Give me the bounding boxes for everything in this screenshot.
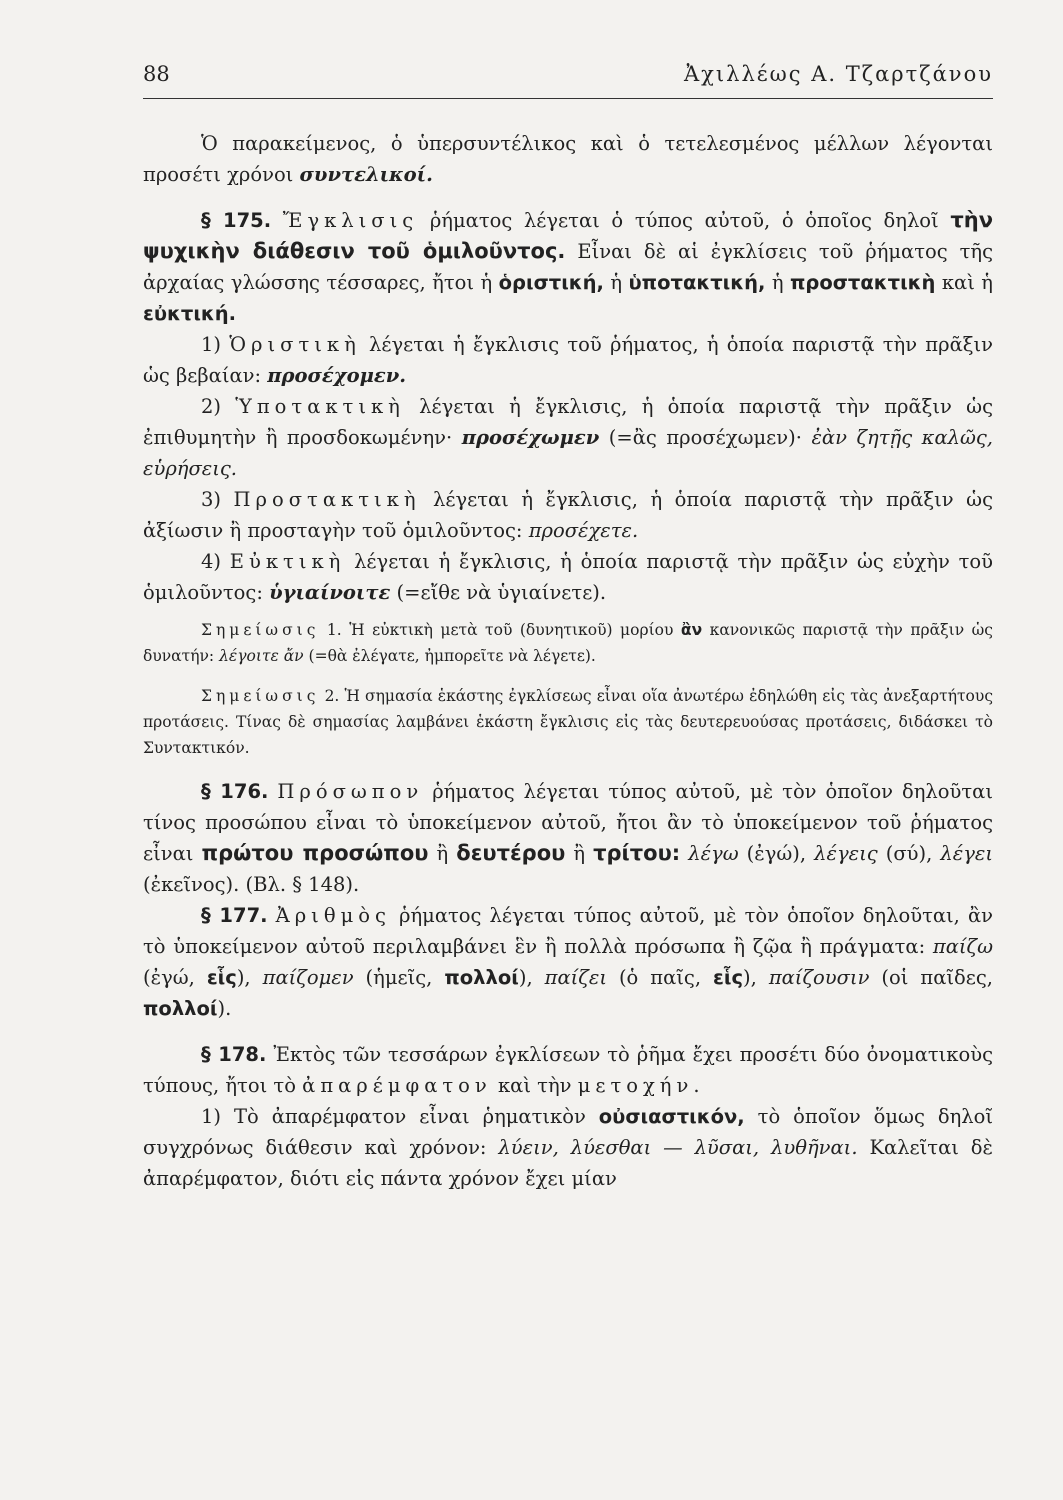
section-177: § 177. Ἀριθμὸς ῥήματος λέγεται τύπος αὐτοῦ, μὲ τὸν ὁποῖον δηλοῦται, ἂν τὸ ὑποκείμενον αὐτοῦ περιλαμβάνει ἓν ἢ πολλὰ πρόσωπα ἢ ζῷα ἢ πράγματα: παίζω (ἐγώ, εἷς), παίζομεν (ἡμεῖς, πολλοί), παίζει (ὁ παῖς, εἷς), παίζουσιν (οἱ παῖδες, πολλοί). xyxy=(143,904,993,1020)
page-number: 88 xyxy=(143,62,170,86)
section-label: § 175. xyxy=(201,209,272,232)
section-label: § 178. xyxy=(201,1043,267,1066)
mood-indicative: 1) Ὁριστικὴ λέγεται ἡ ἔγκλισις τοῦ ῥήματος, ἡ ὁποία παριστᾷ τὴν πρᾶξιν ὡς βεβαίαν: προσέχομεν. xyxy=(143,333,993,387)
running-title: Ἀχιλλέως Α. Τζαρτζάνου xyxy=(684,62,993,86)
section-label: § 176. xyxy=(201,780,269,803)
section-175: § 175. Ἔγκλισις ῥήματος λέγεται ὁ τύπος αὐτοῦ, ὁ ὁποῖος δηλοῖ τὴν ψυχικὴν διάθεσιν τοῦ ὁμιλοῦντος. Εἶναι δὲ αἱ ἐγκλίσεις τοῦ ῥήματος τῆς ἀρχαίας γλώσσης τέσσαρες, ἤτοι ἡ ὁριστική, ἡ ὑποτακτική, ἡ προστακτικὴ καὶ ἡ εὐκτική. xyxy=(143,208,994,325)
section-176: § 176. Πρόσωπον ῥήματος λέγεται τύπος αὐτοῦ, μὲ τὸν ὁποῖον δηλοῦται τίνος προσώπου εἶναι τὸ ὑποκείμενον αὐτοῦ, ἤτοι ἂν τὸ ὑποκείμενον τοῦ ῥήματος εἶναι πρώτου προσώπου ἢ δευτέρου ἢ τρίτου: λέγω (ἐγώ), λέγεις (σύ), λέγει (ἐκεῖνος). (Βλ. § 148). xyxy=(143,780,993,896)
infinitive-paragraph: 1) Τὸ ἀπαρέμφατον εἶναι ῥηματικὸν οὐσιαστικόν, τὸ ὁποῖον ὅμως δηλοῖ συγχρόνως διάθεσιν καὶ χρόνον: λύειν, λύεσθαι — λῦσαι, λυθῆναι. Καλεῖται δὲ ἀπαρέμφατον, διότι εἰς πάντα χρόνον ἔχει μίαν xyxy=(143,1105,994,1190)
term-egklisis: Ἔγκλισις xyxy=(282,209,419,232)
note-2: Σημείωσις 2. Ἡ σημασία ἑκάστης ἐγκλίσεως εἶναι οἵα ἀνωτέρω ἐδηλώθη εἰς τὰς ἀνεξαρτήτους προτάσεις. Τίνας δὲ σημασίας λαμβάνει ἑκάστη ἔγκλισις εἰς τὰς δευτερευούσας προτάσεις, διδάσκει τὸ Συντακτικόν. xyxy=(143,687,993,757)
note-1: Σημείωσις 1. Ἡ εὐκτικὴ μετὰ τοῦ (δυνητικοῦ) μορίου ἂν κανονικῶς παριστᾷ τὴν πρᾶξιν ὡς δυνατήν: λέγοιτε ἄν (=θὰ ἐλέγατε, ἠμπορεῖτε νὰ λέγετε). xyxy=(143,621,993,665)
page-header xyxy=(143,62,993,99)
body-text xyxy=(143,128,993,1194)
paragraph-tenses: Ὁ παρακείμενος, ὁ ὑπερσυντέλικος καὶ ὁ τετελεσμένος μέλλων λέγονται προσέτι χρόνοι συντελικοί. xyxy=(143,132,993,186)
section-178: § 178. Ἐκτὸς τῶν τεσσάρων ἐγκλίσεων τὸ ῥῆμα ἔχει προσέτι δύο ὀνοματικοὺς τύπους, ἤτοι τὸ ἀπαρέμφατον καὶ τὴν μετοχήν. xyxy=(143,1043,993,1097)
section-label: § 177. xyxy=(201,904,268,927)
mood-optative: 4) Εὐκτικὴ λέγεται ἡ ἔγκλισις, ἡ ὁποία παριστᾷ τὴν πρᾶξιν ὡς εὐχὴν τοῦ ὁμιλοῦντος: ὑγιαίνοιτε (=εἴθε νὰ ὑγιαίνετε). xyxy=(143,550,993,604)
mood-subjunctive: 2) Ὑποτακτικὴ λέγεται ἡ ἔγκλισις, ἡ ὁποία παριστᾷ τὴν πρᾶξιν ὡς ἐπιθυμητὴν ἢ προσδοκωμένην· προσέχωμεν (=ἂς προσέχωμεν)· ἐὰν ζητῇς καλῶς, εὑρήσεις. xyxy=(143,395,993,480)
mood-imperative: 3) Προστακτικὴ λέγεται ἡ ἔγκλισις, ἡ ὁποία παριστᾷ τὴν πρᾶξιν ὡς ἀξίωσιν ἢ προσταγὴν τοῦ ὁμιλοῦντος: προσέχετε. xyxy=(143,488,993,542)
